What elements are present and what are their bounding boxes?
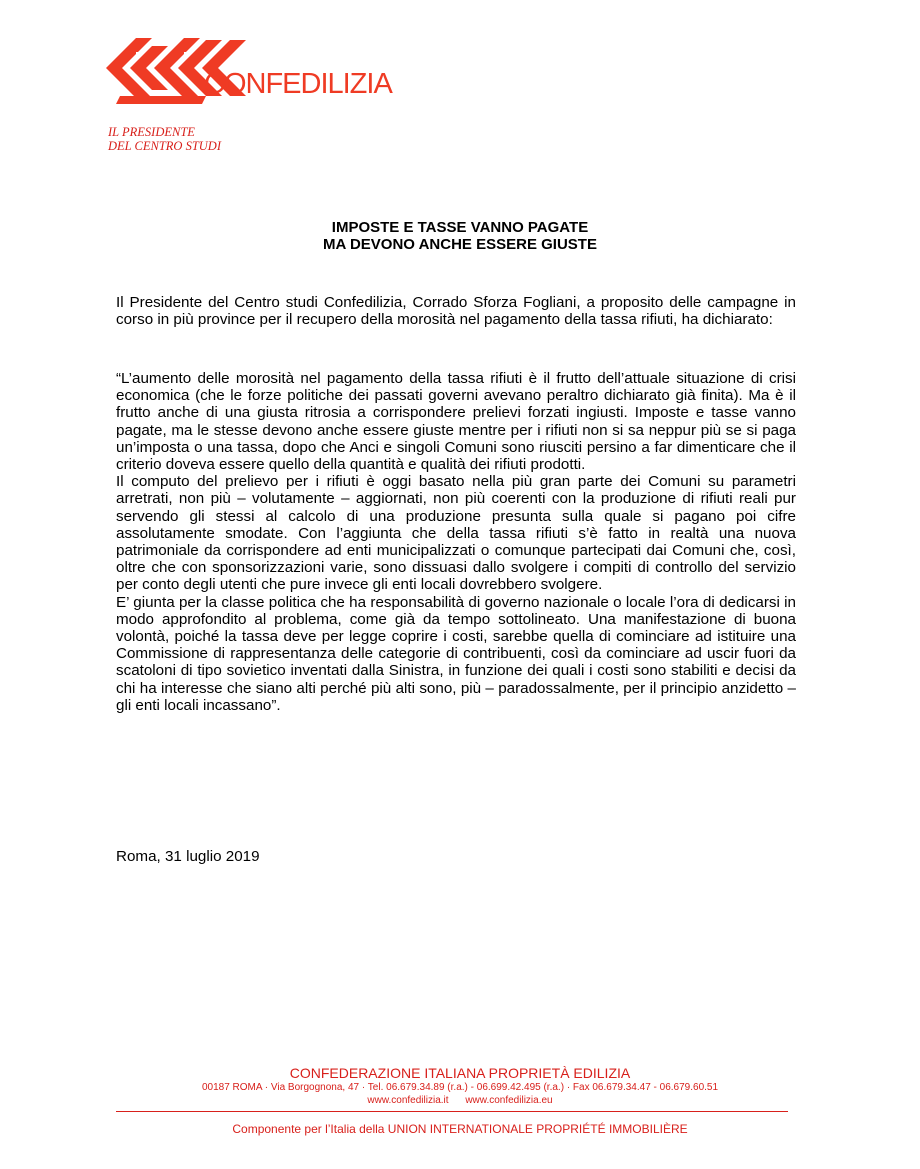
quote-section <box>116 370 796 714</box>
footer-membership: Componente per l’Italia della UNION INTERNATIONALE PROPRIÉTÉ IMMOBILIÈRE <box>232 1122 688 1136</box>
title-line-2: MA DEVONO ANCHE ESSERE GIUSTE <box>323 236 597 253</box>
footer-websites <box>0 1095 920 1106</box>
footer-address: 00187 ROMA · Via Borgognona, 47 · Tel. 06.679.34.89 (r.a.) - 06.699.42.495 (r.a.) · Fax 06.679.34.47 - 06.679.60.51 <box>201 1082 719 1093</box>
quote-paragraph-3: E’ giunta per la classe politica che ha responsabilità di governo nazionale o locale l’ora di dedicarsi in modo approfondito al problema, come già da tempo sottolineato. Una manifestazione di buona volontà, poiché la tassa deve per legge coprire i costi, sarebbe quella di cominciare ad istituire una Commissione di rappresentanza delle categorie di contribuenti, così da cominciare ad uscir fuori da scatoloni di tipo sovietico inventati dalla Sinistra, in funzione dei quali i costi sono stabiliti e decisi da chi ha interesse che siano alti perché più alti sono, più – paradossalmente, per il principio anzidetto – gli enti locali incassano”. <box>116 593 796 714</box>
brand-name: CONFEDILIZIA <box>204 68 392 100</box>
footer-divider <box>116 1111 788 1112</box>
subtitle-line-2: DEL CENTRO STUDI <box>108 139 221 153</box>
quote-paragraph-2: Il computo del prelievo per i rifiuti è oggi basato nella più gran parte dei Comuni su parametri arretrati, non più – volutamente – aggiornati, non più coerenti con la produzione di rifiuti reali pur servendo gli stessi al calcolo di una produzione presunta sulla quale si pagano poi cifre assolutamente smodate. Con l’aggiunta che della tassa rifiuti s’è fatto in realtà una nuova patrimoniale da corrispondere ad enti municipalizzati o comunque partecipati dai Comuni che, così, oltre che con sponsorizzazioni varie, sono dissuasi dallo svolgere i compiti di controllo del servizio per conto degli utenti che pure invece gli enti locali dovrebbero svolgere. <box>116 473 796 594</box>
intro-paragraph <box>116 294 796 328</box>
document-title <box>0 219 920 253</box>
title-line-1: IMPOSTE E TASSE VANNO PAGATE <box>331 219 589 236</box>
quote-paragraph-1: “L’aumento delle morosità nel pagamento della tassa rifiuti è il frutto dell’attuale situazione di crisi economica (che le forze politiche dei passati governi avevano peraltro dichiarato già finita). Ma è il frutto anche di una giusta ritrosia a corrispondere prelievi forzati ingiusti. Imposte e tasse vanno pagate, ma le stesse devono anche essere giuste mentre per i rifiuti non si sa neppur più se si paga un’imposta o una tassa, dopo che Anci e singoli Comuni sono riusciti persino a far dimenticare che il criterio doveva essere quello della quantità e qualità dei rifiuti prodotti. <box>116 370 796 474</box>
intro-text: Il Presidente del Centro studi Confedilizia, Corrado Sforza Fogliani, a proposito delle campagne in corso in più province per il recupero della morosità nel pagamento della tassa rifiuti, ha dichiarato: <box>116 294 796 329</box>
document-date: Roma, 31 luglio 2019 <box>116 848 260 865</box>
subtitle-line-1: IL PRESIDENTE <box>108 125 195 139</box>
website-link-it[interactable]: www.confedilizia.it <box>367 1095 449 1106</box>
header-subtitle <box>108 125 221 153</box>
website-link-eu[interactable]: www.confedilizia.eu <box>465 1095 553 1106</box>
footer-organization: CONFEDERAZIONE ITALIANA PROPRIETÀ EDILIZIA <box>289 1065 631 1081</box>
